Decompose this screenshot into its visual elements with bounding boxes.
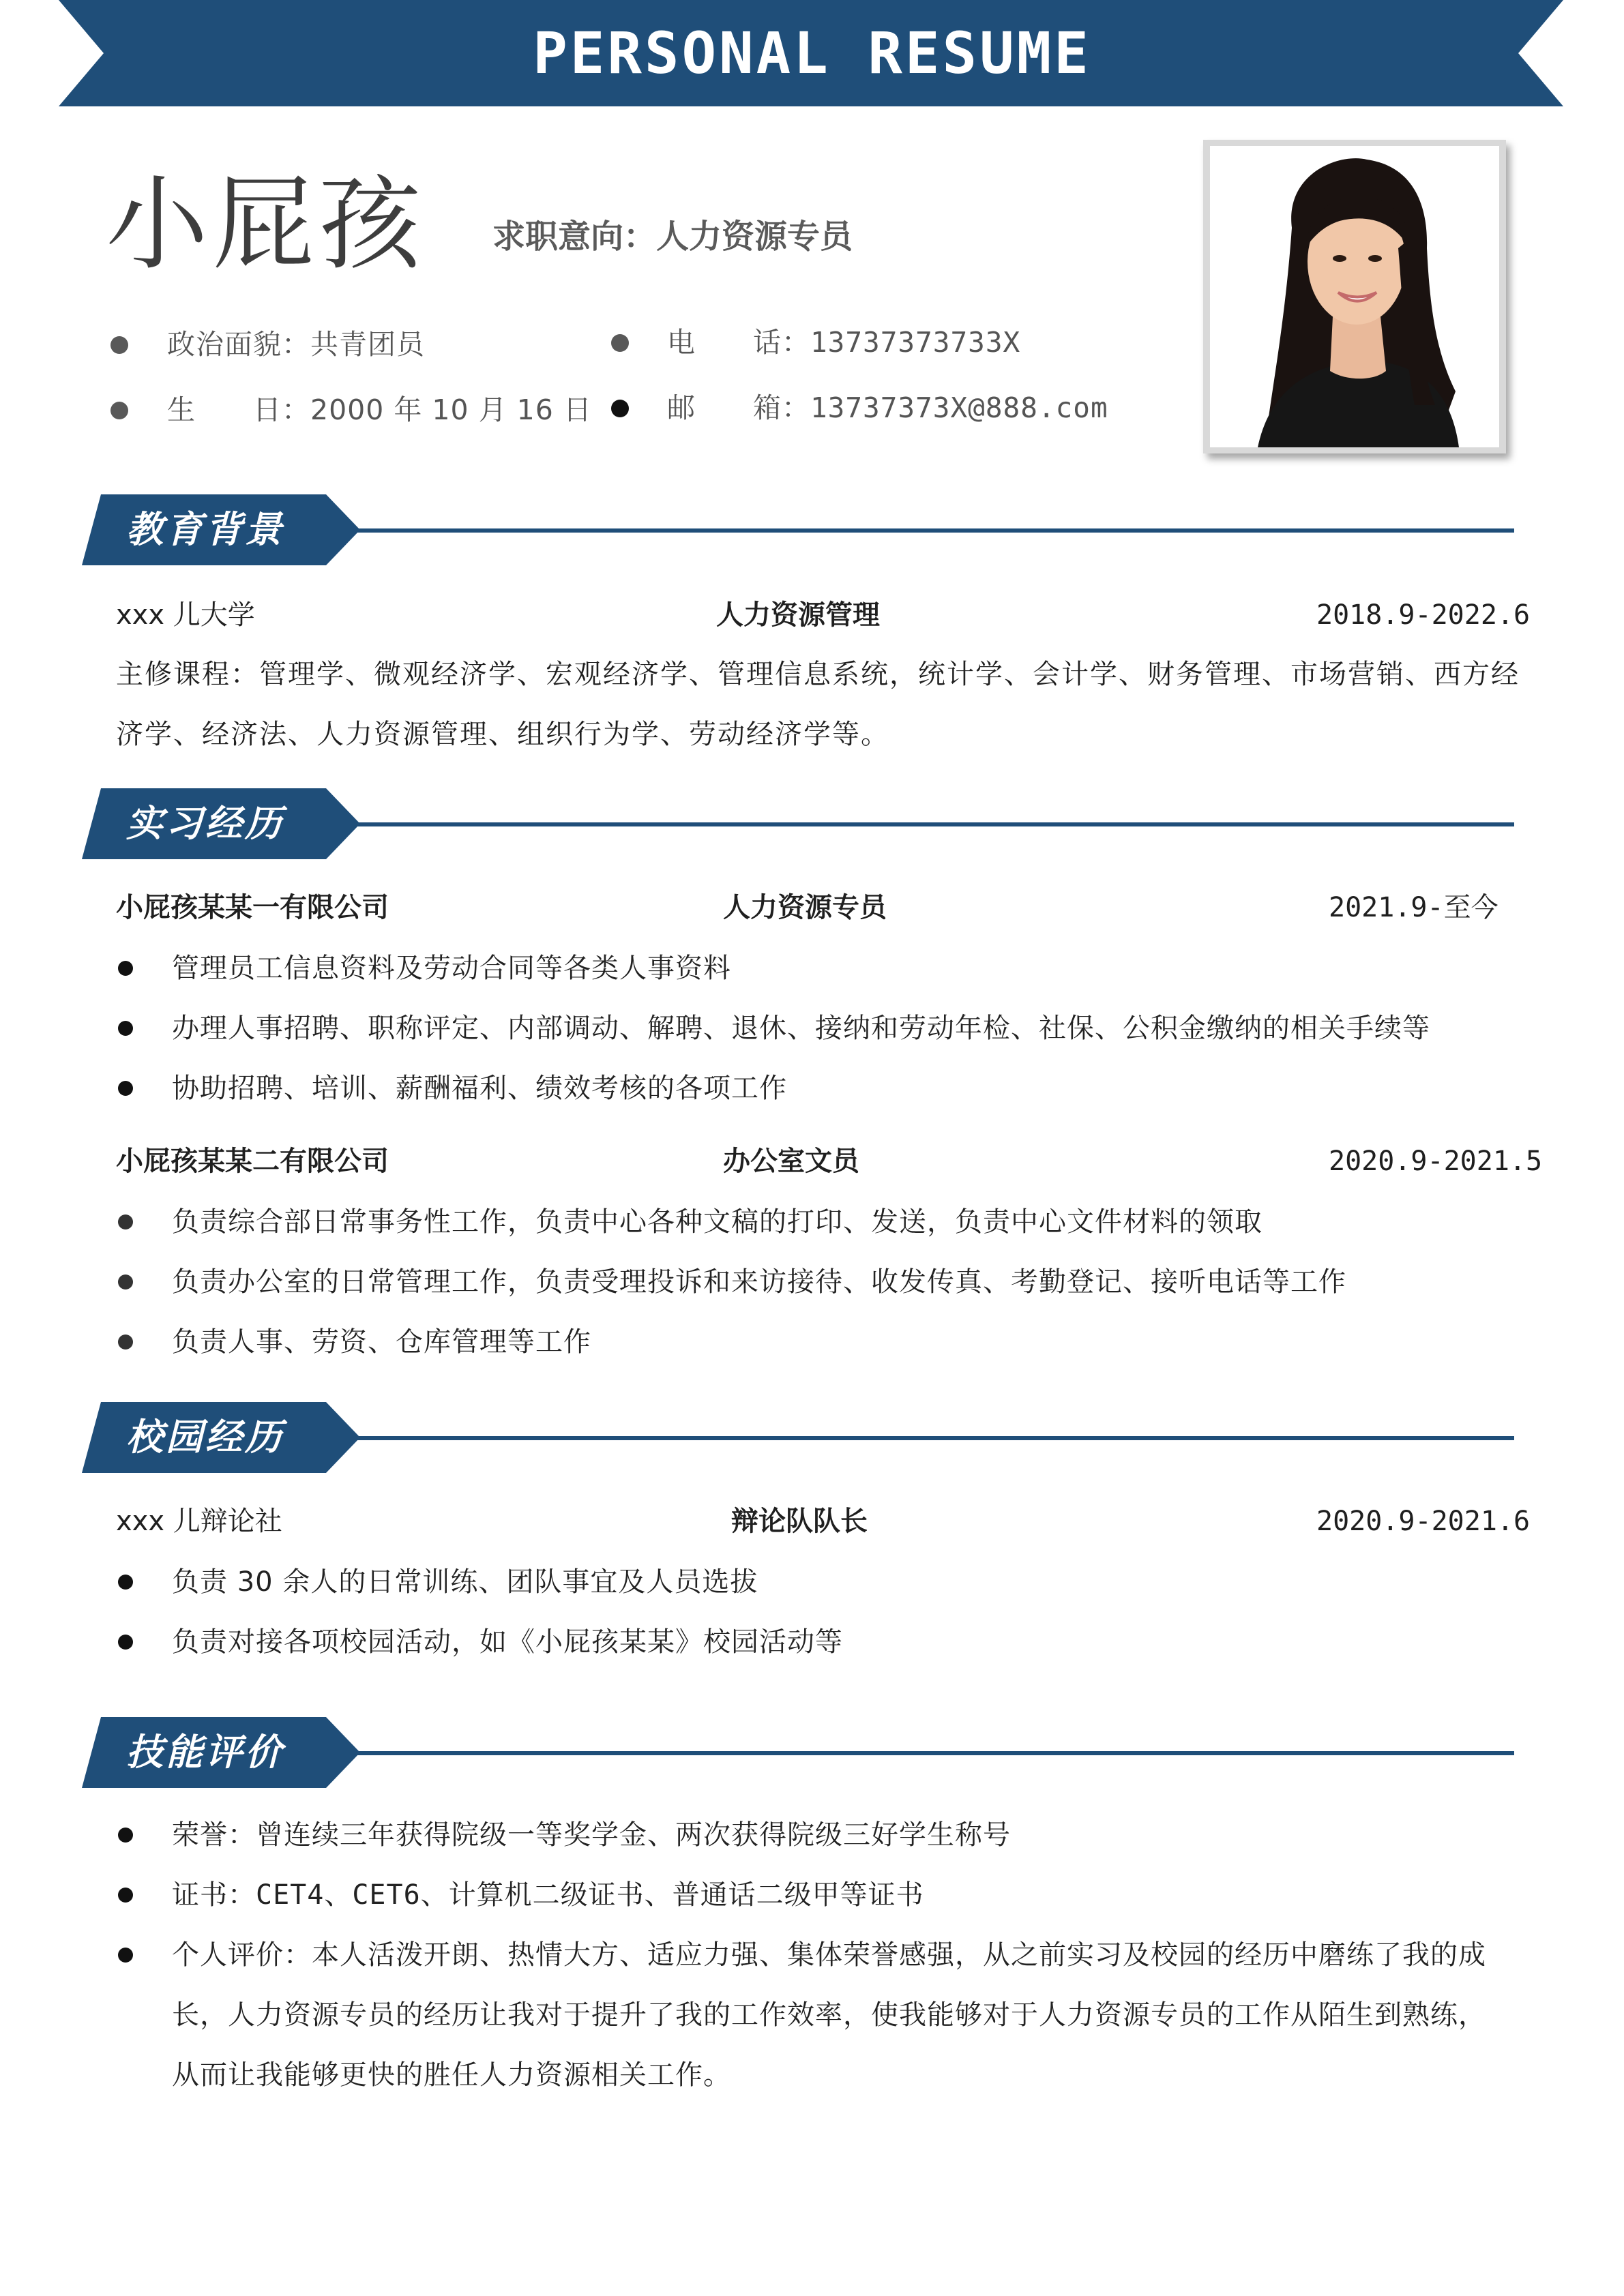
bullet-dot bbox=[118, 1635, 133, 1650]
duty-item: 负责人事、劳资、仓库管理等工作 bbox=[172, 1326, 591, 1358]
job-objective: 求职意向：人力资源专员 bbox=[492, 218, 853, 256]
duty-item: 负责办公室的日常管理工作，负责受理投诉和来访接待、收发传真、考勤登记、接听电话等工作 bbox=[172, 1266, 1346, 1298]
candidate-name: 小屁孩 bbox=[106, 166, 426, 284]
bullet-dot bbox=[611, 334, 629, 352]
bullet-dot bbox=[118, 1214, 133, 1229]
company-name: 小屁孩某某一有限公司 bbox=[116, 892, 389, 923]
bullet-dot bbox=[118, 1888, 133, 1903]
section-header-bar bbox=[82, 788, 1569, 859]
resume-title: PERSONAL RESUME bbox=[533, 20, 1091, 87]
section-header-bar bbox=[82, 494, 1569, 565]
organization-name: xxx 儿辩论社 bbox=[116, 1506, 282, 1537]
duty-item: 负责对接各项校园活动，如《小屁孩某某》校园活动等 bbox=[172, 1626, 843, 1658]
duty-item: 管理员工信息资料及劳动合同等各类人事资料 bbox=[172, 953, 731, 984]
section-title-internship: 实习经历 bbox=[126, 802, 284, 845]
duty-item: 负责 30 余人的日常训练、团队事宜及人员选拔 bbox=[172, 1566, 758, 1598]
self-evaluation-line-1: 个人评价：本人活泼开朗、热情大方、适应力强、集体荣誉感强，从之前实习及校园的经历中磨练了我的成 bbox=[172, 1939, 1486, 1971]
campus-period: 2020.9-2021.6 bbox=[1316, 1506, 1531, 1537]
section-title-education: 教育背景 bbox=[126, 508, 284, 551]
profile-photo bbox=[1210, 146, 1499, 447]
honors-text: 荣誉：曾连续三年获得院级一等奖学金、两次获得院级三好学生称号 bbox=[172, 1819, 1011, 1851]
bullet-dot bbox=[118, 1575, 133, 1590]
section-header-bar bbox=[82, 1402, 1569, 1473]
job-role: 办公室文员 bbox=[723, 1146, 859, 1177]
school-name: xxx 儿大学 bbox=[116, 599, 255, 631]
bullet-dot bbox=[118, 961, 133, 976]
education-period: 2018.9-2022.6 bbox=[1316, 599, 1531, 631]
political-status: 政治面貌：共青团员 bbox=[167, 328, 425, 361]
courses-line-2: 济学、经济法、人力资源管理、组织行为学、劳动经济学等。 bbox=[116, 719, 889, 750]
self-evaluation-line-3: 从而让我能够更快的胜任人力资源相关工作。 bbox=[172, 2059, 731, 2091]
section-title-skills: 技能评价 bbox=[126, 1731, 284, 1774]
job-role: 人力资源专员 bbox=[723, 892, 887, 923]
duty-item: 办理人事招聘、职称评定、内部调动、解聘、退休、接纳和劳动年检、社保、公积金缴纳的相关手续等 bbox=[172, 1013, 1430, 1044]
bullet-dot bbox=[118, 1274, 133, 1289]
phone-number: 电 话：13737373733X bbox=[667, 326, 1021, 359]
major: 人力资源管理 bbox=[716, 599, 880, 631]
company-name: 小屁孩某某二有限公司 bbox=[116, 1146, 389, 1177]
section-header-bar bbox=[82, 1717, 1569, 1788]
email-address: 邮 箱：13737373X@888.com bbox=[667, 391, 1108, 424]
bullet-dot bbox=[110, 336, 128, 354]
section-title-campus: 校园经历 bbox=[126, 1416, 284, 1459]
bullet-dot bbox=[118, 1021, 133, 1036]
job-period: 2021.9-至今 bbox=[1329, 892, 1498, 923]
bullet-dot bbox=[118, 1081, 133, 1096]
bullet-dot bbox=[110, 402, 128, 419]
campus-role: 辩论队队长 bbox=[731, 1506, 868, 1537]
self-evaluation-line-2: 长，人力资源专员的经历让我对于提升了我的工作效率，使我能够对于人力资源专员的工作从陌生到熟练， bbox=[172, 1999, 1486, 2031]
bullet-dot bbox=[118, 1828, 133, 1843]
bullet-dot bbox=[118, 1948, 133, 1963]
bullet-dot bbox=[611, 400, 629, 417]
courses-line-1: 主修课程：管理学、微观经济学、宏观经济学、管理信息系统，统计学、会计学、财务管理、市场营销、西方经 bbox=[116, 659, 1520, 690]
duty-item: 协助招聘、培训、薪酬福利、绩效考核的各项工作 bbox=[172, 1073, 787, 1104]
job-period: 2020.9-2021.5 bbox=[1329, 1146, 1543, 1177]
duty-item: 负责综合部日常事务性工作，负责中心各种文稿的打印、发送，负责中心文件材料的领取 bbox=[172, 1206, 1263, 1238]
certificates-text: 证书：CET4、CET6、计算机二级证书、普通话二级甲等证书 bbox=[172, 1879, 924, 1911]
bullet-dot bbox=[118, 1335, 133, 1350]
birthday: 生 日：2000 年 10 月 16 日 bbox=[167, 393, 592, 426]
